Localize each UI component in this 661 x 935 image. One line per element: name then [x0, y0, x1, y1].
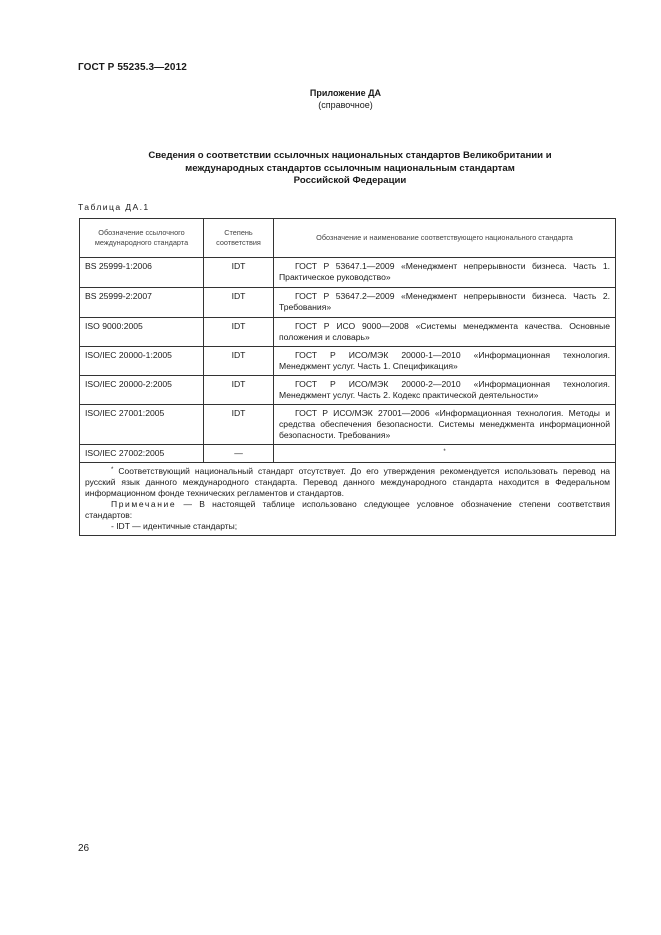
annex-subtitle: (справочное) [318, 100, 373, 110]
footnote-star: * [111, 467, 114, 473]
cell-reference: ISO/IEC 20000-1:2005 [80, 347, 204, 376]
cell-reference: ISO 9000:2005 [80, 318, 204, 347]
footnote-text-block [85, 466, 610, 499]
header-reference-standard: Обозначение ссылочного международного стандарта [80, 219, 204, 258]
annex-title: Приложение ДА [309, 88, 382, 98]
section-heading [100, 150, 600, 188]
cell-reference: ISO/IEC 27001:2005 [80, 405, 204, 445]
cell-national: ГОСТ Р ИСО/МЭК 27001—2006 «Информационная технология. Методы и средства обеспечения безопасности. Системы менеджмента информационной безопасности. Требования» [274, 405, 616, 445]
table-note [85, 499, 610, 521]
footnote-marker: * [443, 449, 446, 455]
table-header-row [80, 219, 616, 258]
cell-degree: IDT [204, 376, 274, 405]
heading-line-3: Российской Федерации [293, 175, 407, 186]
table-label: Таблица ДА.1 [78, 202, 150, 212]
cell-reference: BS 25999-1:2006 [80, 258, 204, 288]
note-text: — В настоящей таблице использовано следующее условное обозначение степени соответствия стандартов: [85, 499, 610, 520]
page-number: 26 [78, 843, 90, 854]
table-row [80, 288, 616, 318]
cell-national: ГОСТ Р ИСО/МЭК 20000-2—2010 «Информационная технология. Менеджмент услуг. Часть 2. Кодекс практической деятельности» [274, 376, 616, 405]
cell-degree: — [204, 445, 274, 463]
header-degree: Степень соответствия [204, 219, 274, 258]
table-row [80, 405, 616, 445]
cell-national [274, 445, 616, 463]
table-row [80, 318, 616, 347]
footnote-row [80, 463, 616, 536]
table-row [80, 258, 616, 288]
table-footnote [80, 463, 616, 536]
cell-reference: BS 25999-2:2007 [80, 288, 204, 318]
cell-reference: ISO/IEC 27002:2005 [80, 445, 204, 463]
correspondence-table [79, 218, 616, 536]
table-row [80, 376, 616, 405]
cell-national: ГОСТ Р ИСО 9000—2008 «Системы менеджмента качества. Основные положения и словарь» [274, 318, 616, 347]
cell-degree: IDT [204, 347, 274, 376]
table-row [80, 347, 616, 376]
footnote-text: Соответствующий национальный стандарт отсутствует. До его утверждения рекомендуется использовать перевод на русский язык данного международного стандарта. Перевод данного международного стандарта находится в Федеральном информационном фонде технических регламентов и стандартов. [85, 466, 610, 498]
cell-national: ГОСТ Р 53647.1—2009 «Менеджмент непрерывности бизнеса. Часть 1. Практическое руководство» [274, 258, 616, 288]
document-code: ГОСТ Р 55235.3—2012 [78, 62, 187, 73]
table-row [80, 445, 616, 463]
cell-national: ГОСТ Р 53647.2—2009 «Менеджмент непрерывности бизнеса. Часть 2. Требования» [274, 288, 616, 318]
heading-line-1: Сведения о соответствии ссылочных национальных стандартов Великобритании и [148, 150, 552, 161]
cell-degree: IDT [204, 288, 274, 318]
header-national-standard: Обозначение и наименование соответствующего национального стандарта [274, 219, 616, 258]
note-label: Примечание [111, 499, 177, 509]
cell-degree: IDT [204, 258, 274, 288]
cell-reference: ISO/IEC 20000-2:2005 [80, 376, 204, 405]
cell-degree: IDT [204, 405, 274, 445]
heading-line-2: международных стандартов ссылочным национальным стандартам [185, 162, 515, 174]
note-legend: - IDT — идентичные стандарты; [111, 521, 238, 531]
annex-heading [0, 87, 661, 111]
cell-national: ГОСТ Р ИСО/МЭК 20000-1—2010 «Информационная технология. Менеджмент услуг. Часть 1. Спецификация» [274, 347, 616, 376]
cell-degree: IDT [204, 318, 274, 347]
